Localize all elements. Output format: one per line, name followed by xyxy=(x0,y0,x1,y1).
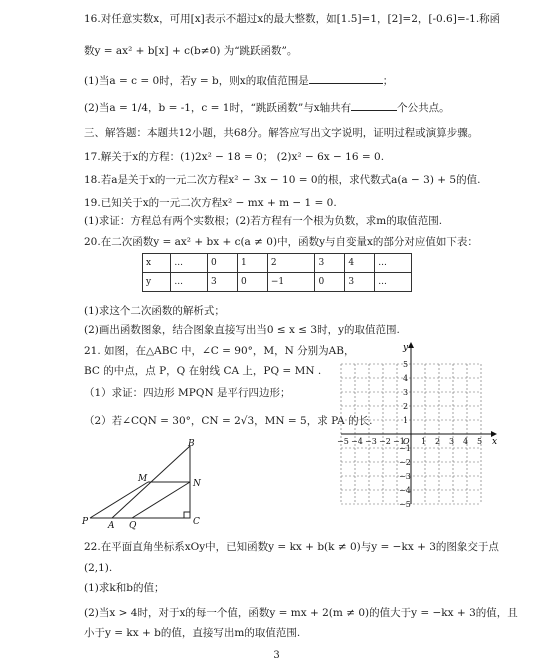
x-tick-label: −3 xyxy=(365,437,377,446)
label-Q: Q xyxy=(129,521,137,530)
p16-line1: 16.对任意实数x，可用[x]表示不超过x的最大整数，如[1.5]=1，[2]=2，[-0.6]=-1.称函 xyxy=(84,13,501,25)
table-cell: 3 xyxy=(345,273,375,292)
p16-q2 xyxy=(84,101,450,115)
table-cell: 3 xyxy=(315,254,345,273)
page-number: 3 xyxy=(273,650,280,661)
p21-line2: BC 的中点，点 P，Q 在射线 CA 上，PQ = MN . xyxy=(84,365,322,377)
coordinate-grid xyxy=(325,340,510,520)
triangle-figure xyxy=(80,438,220,530)
table-row xyxy=(143,254,412,273)
label-P: P xyxy=(82,517,89,527)
x-tick-label: 1 xyxy=(421,437,427,446)
p17: 17.解关于x的方程：(1)2x² − 18 = 0； (2)x² − 6x − 16 = 0. xyxy=(84,151,385,163)
table-cell: 1 xyxy=(237,254,267,273)
table-cell: 0 xyxy=(208,254,238,273)
p19-line2: (1)求证：方程总有两个实数根；(2)若方程有一个根为负数，求m的取值范围. xyxy=(84,215,443,227)
answer-blank xyxy=(351,101,397,111)
section-heading: 三、解答题：本题共12小题，共68分。解答应写出文字说明，证明过程或演算步骤。 xyxy=(84,127,479,139)
x-tick-label: 2 xyxy=(435,437,441,446)
table-cell: 4 xyxy=(345,254,375,273)
y-tick-label: 4 xyxy=(403,374,409,383)
p19-line1: 19.已知关于x的一元二次方程x² − mx + m − 1 = 0. xyxy=(84,197,337,209)
x-tick-label: −5 xyxy=(337,437,349,446)
y-tick-label: −3 xyxy=(399,472,411,481)
p21-q2: （2）若∠CQN = 30°，CN = 2√3，MN = 5，求 PA 的长. xyxy=(84,415,373,427)
value-table xyxy=(142,253,412,292)
table-row xyxy=(143,273,412,292)
p16-q2-text: (2)当a = 1/4，b = -1，c = 1时，“跳跃函数”与x轴共有 xyxy=(84,102,352,114)
table-cell: x xyxy=(143,254,171,273)
table-cell: ... xyxy=(375,254,412,273)
table-cell: 2 xyxy=(267,254,315,273)
origin-label: O xyxy=(403,437,410,446)
table-cell: ... xyxy=(171,273,208,292)
x-tick-label: 3 xyxy=(449,437,455,446)
p20-q2: (2)画出函数图象，结合图象直接写出当0 ≤ x ≤ 3时，y的取值范围. xyxy=(84,324,400,336)
y-tick-label: −5 xyxy=(399,500,411,509)
x-axis-label: x xyxy=(492,437,498,447)
y-axis-label: y xyxy=(403,343,409,353)
y-tick-label: 1 xyxy=(403,416,409,425)
y-tick-label: 2 xyxy=(403,402,409,411)
table-cell: 3 xyxy=(208,273,238,292)
p22-q1: (1)求k和b的值； xyxy=(84,582,165,594)
p16-q1-end: ； xyxy=(382,75,394,87)
y-tick-label: −4 xyxy=(399,486,411,495)
label-N: N xyxy=(193,479,201,489)
p20-line1: 20.在二次函数y = ax² + bx + c(a ≠ 0)中，函数y与自变量x的部分对应值如下表： xyxy=(84,236,478,248)
table-cell: y xyxy=(143,273,171,292)
p21-line1: 21. 如图，在△ABC 中，∠C = 90°，M，N 分别为AB， xyxy=(84,345,355,357)
y-arrow-icon xyxy=(408,342,414,348)
table-cell: 0 xyxy=(315,273,345,292)
p22-line2: (2,1). xyxy=(84,562,113,574)
y-tick-label: −2 xyxy=(399,458,411,467)
x-tick-label: 4 xyxy=(463,437,469,446)
label-B: B xyxy=(188,439,195,449)
label-M: M xyxy=(138,474,148,484)
y-tick-label: 3 xyxy=(403,388,409,397)
table-cell: ... xyxy=(375,273,412,292)
table-cell: 0 xyxy=(237,273,267,292)
p18: 18.若a是关于x的一元二次方程x² − 3x − 10 = 0的根，求代数式a(a − 3) + 5的值. xyxy=(84,174,481,186)
p16-q1 xyxy=(84,74,393,88)
p16-q2-end: 个公共点。 xyxy=(397,102,450,114)
p20-q1: (1)求这个二次函数的解析式； xyxy=(84,305,225,317)
label-C: C xyxy=(193,517,200,527)
table-cell: −1 xyxy=(267,273,315,292)
table-cell: ... xyxy=(171,254,208,273)
x-tick-label: −2 xyxy=(379,437,391,446)
p21-q1: （1）求证：四边形 MPQN 是平行四边形； xyxy=(84,387,291,399)
p22-q2-line1: (2)当x > 4时，对于x的每一个值，函数y = mx + 2(m ≠ 0)的值大于y = −kx + 3的值，且 xyxy=(84,607,518,619)
y-tick-label: −1 xyxy=(399,444,411,453)
label-A: A xyxy=(108,521,115,530)
p16-line2: 数y = ax² + b[x] + c(b≠0) 为“跳跃函数”。 xyxy=(84,45,298,57)
answer-blank xyxy=(309,74,383,84)
y-tick-label: 5 xyxy=(403,360,409,369)
p22-line1: 22.在平面直角坐标系xOy中，已知函数y = kx + b(k ≠ 0)与y = −kx + 3的图象交于点 xyxy=(84,541,499,553)
x-tick-label: −4 xyxy=(351,437,363,446)
x-tick-label: 5 xyxy=(477,437,483,446)
x-tick-label: −1 xyxy=(393,437,405,446)
p16-q1-text: (1)当a = c = 0时，若y = b，则x的取值范围是 xyxy=(84,75,309,87)
p22-q2-line2: 小于y = kx + b的值，直接写出m的取值范围. xyxy=(84,627,301,639)
